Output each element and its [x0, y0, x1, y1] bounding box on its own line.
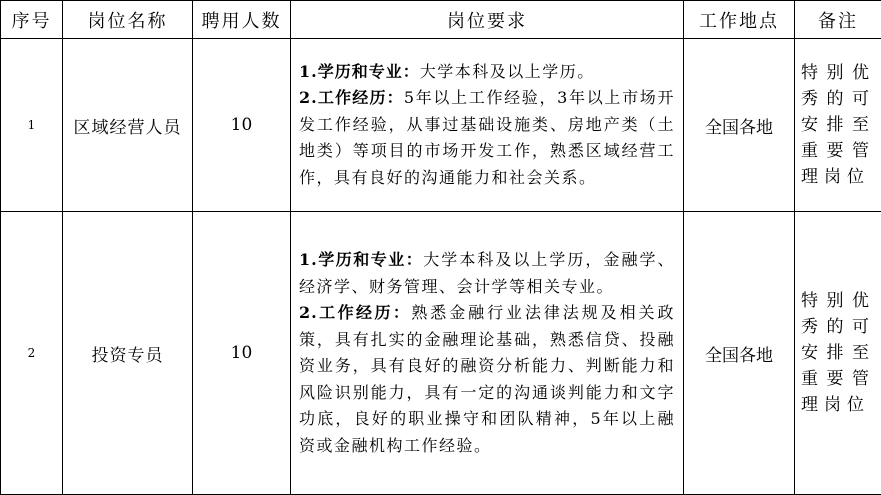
requirement-item	[299, 59, 675, 86]
requirement-item	[299, 300, 675, 459]
row-no: 2	[1, 212, 63, 495]
table-row	[1, 212, 881, 495]
row-note: 特别优秀的可安排至重要管理岗位	[795, 39, 881, 212]
row-location: 全国各地	[684, 212, 795, 495]
header-position-name: 岗位名称	[63, 1, 193, 39]
row-location: 全国各地	[684, 39, 795, 212]
row-requirements	[291, 212, 684, 495]
header-hire-count: 聘用人数	[193, 1, 291, 39]
row-note: 特别优秀的可安排至重要管理岗位	[795, 212, 881, 495]
requirement-label: 1.学历和专业：	[299, 250, 424, 269]
requirement-text: 熟悉金融行业法律法规及相关政策，具有扎实的金融理论基础，熟悉信贷、投融资业务，具有良好的融资分析能力、判断能力和风险识别能力，具有一定的沟通谈判能力和文字功底，良好的职业操守和团队精神，5年以上融资或金融机构工作经验。	[299, 303, 675, 455]
header-note: 备注	[795, 1, 881, 39]
requirement-item	[299, 85, 675, 191]
requirement-text: 大学本科及以上学历，金融学、经济学、财务管理、会计学等相关专业。	[299, 250, 675, 296]
row-position-name: 投资专员	[63, 212, 193, 495]
requirement-label: 1.学历和专业：	[299, 61, 420, 81]
row-no: 1	[1, 39, 63, 212]
requirement-text: 5年以上工作经验，3年以上市场开发工作经验，从事过基础设施类、房地产类（土地类）等项目的市场开发工作，熟悉区域经营工作，具有良好的沟通能力和社会关系。	[299, 88, 675, 187]
row-hire-count: 10	[193, 212, 291, 495]
header-row	[1, 1, 881, 39]
requirement-item	[299, 247, 675, 300]
row-requirements	[291, 39, 684, 212]
table-row	[1, 39, 881, 212]
row-hire-count: 10	[193, 39, 291, 212]
requirement-text: 大学本科及以上学历。	[419, 61, 595, 81]
requirement-label: 2.工作经历：	[299, 88, 404, 108]
header-requirements: 岗位要求	[291, 1, 684, 39]
header-location: 工作地点	[684, 1, 795, 39]
row-position-name: 区域经营人员	[63, 39, 193, 212]
requirement-label: 2.工作经历：	[299, 303, 412, 322]
header-no: 序号	[1, 1, 63, 39]
